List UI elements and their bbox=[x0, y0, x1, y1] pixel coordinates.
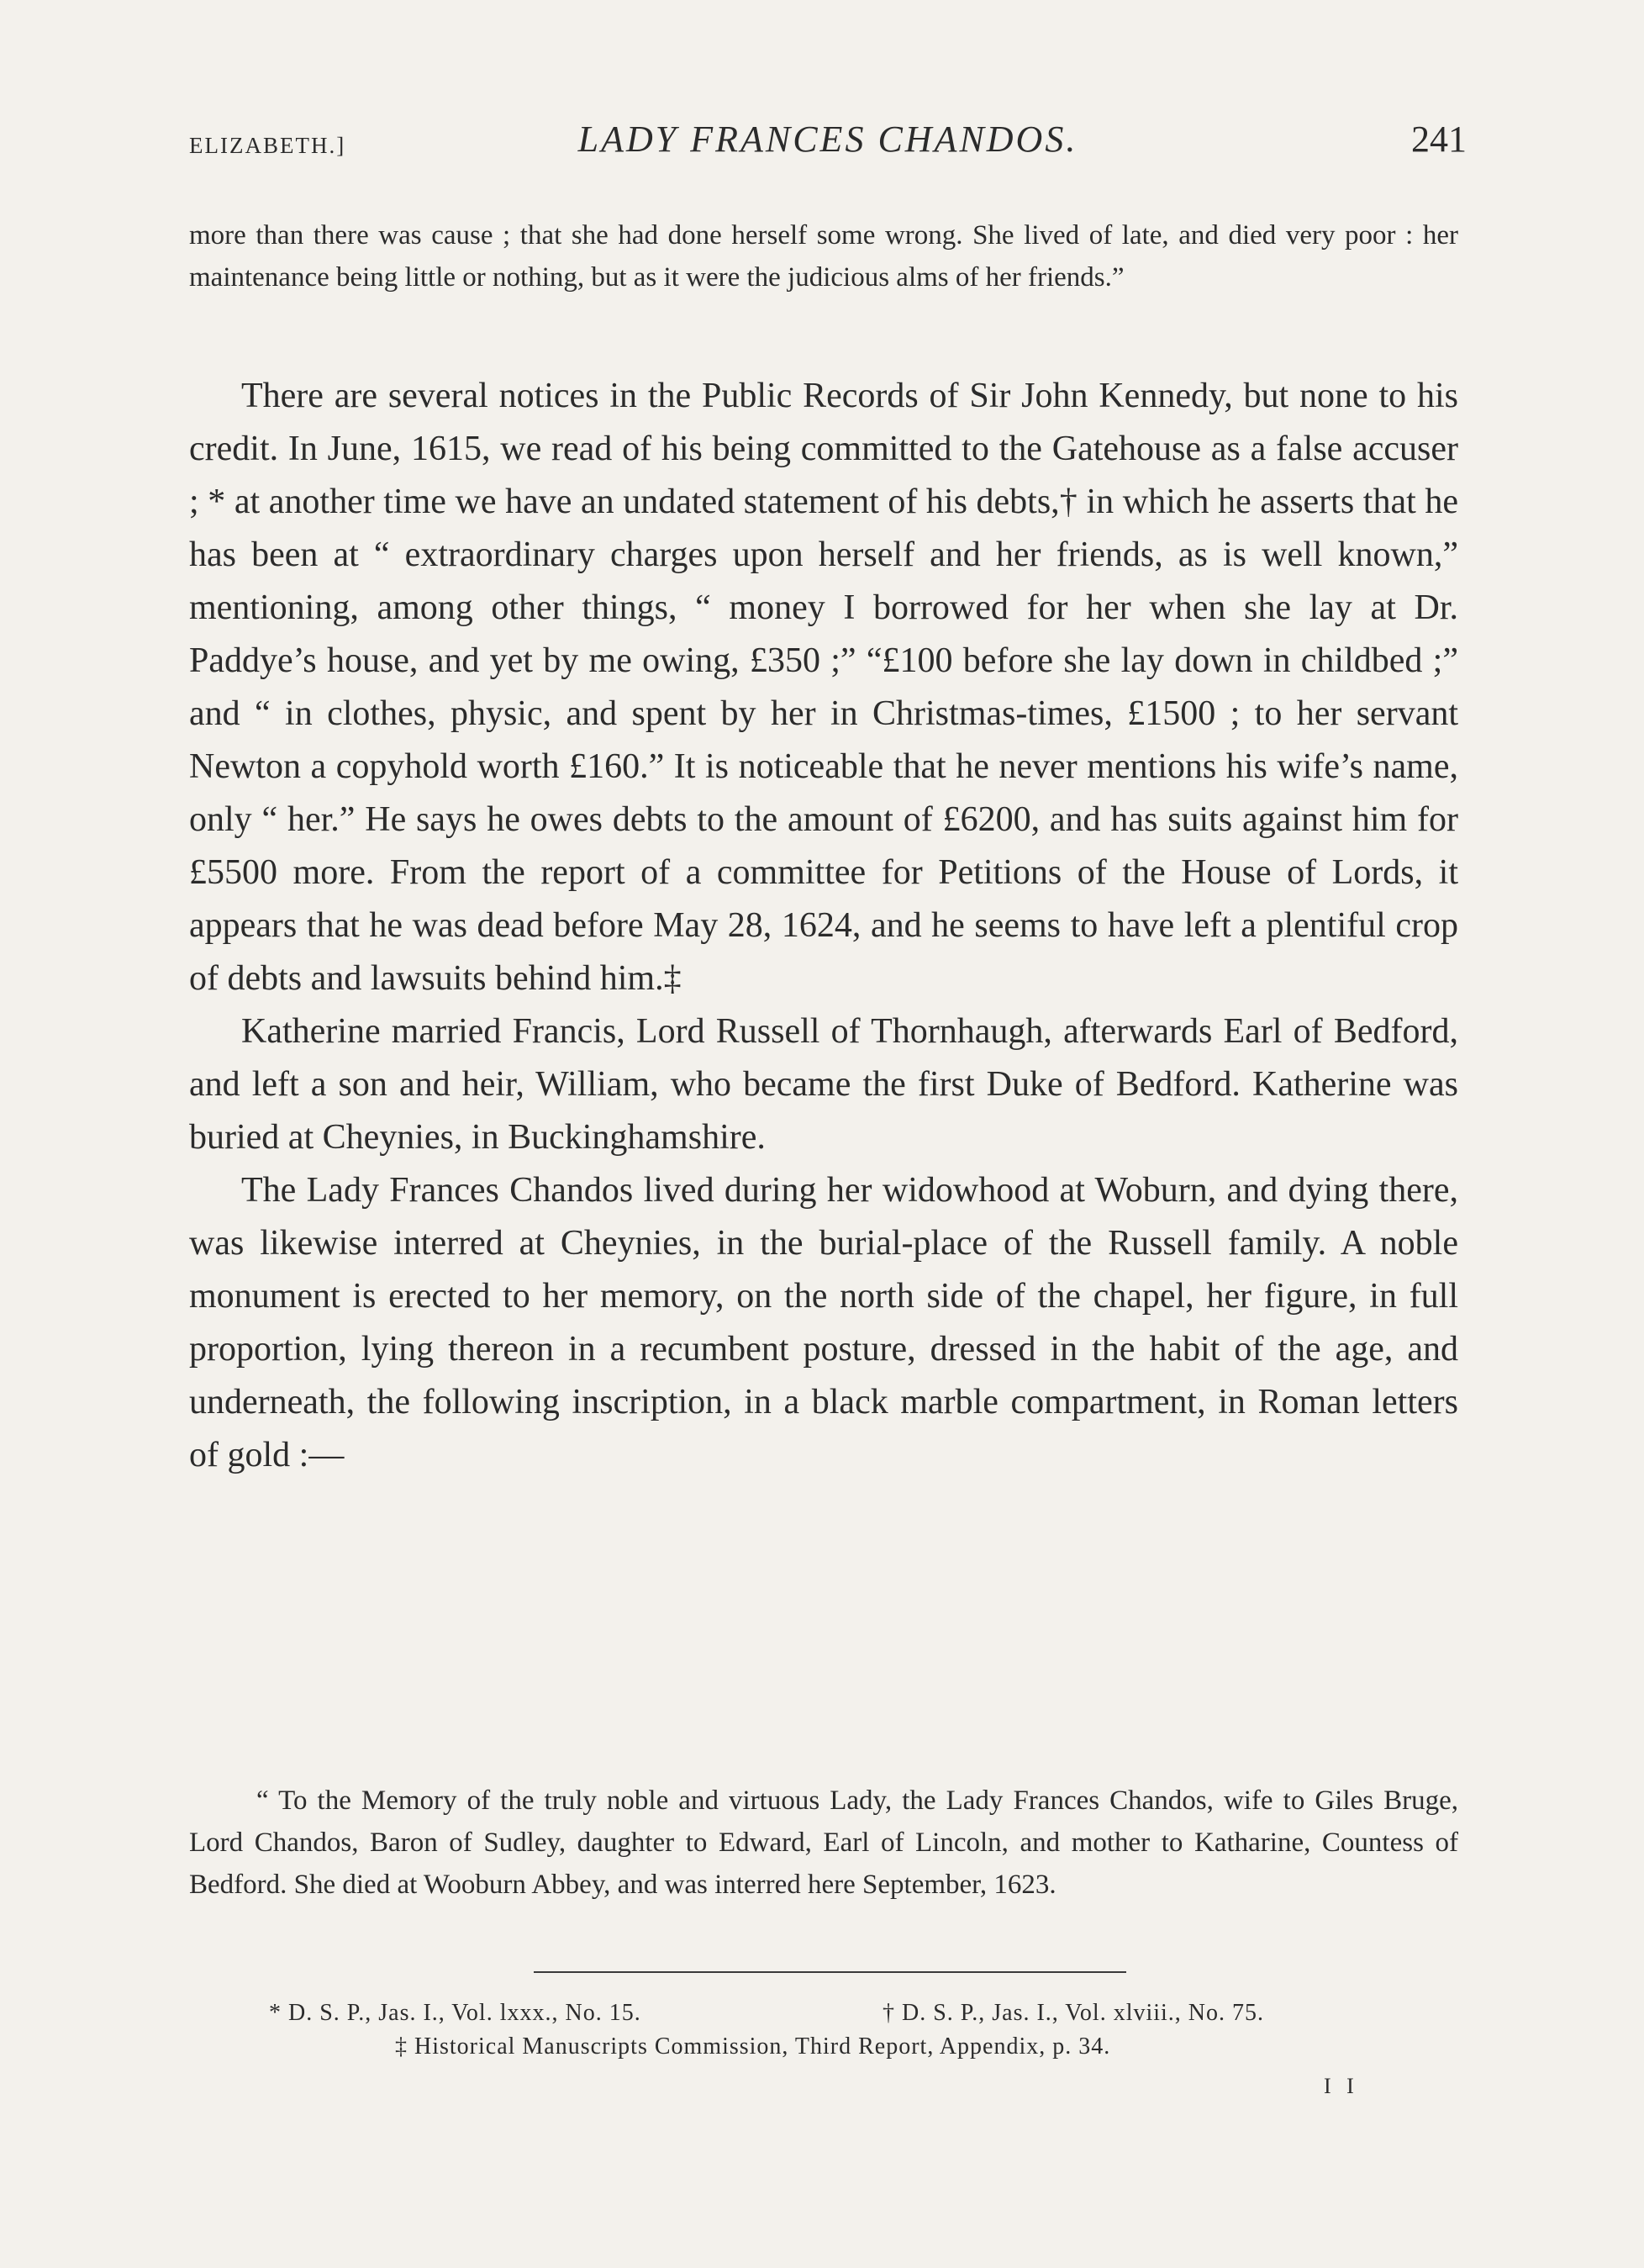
footnote-divider bbox=[534, 1971, 1126, 1973]
printer-signature-mark: I I bbox=[1324, 2074, 1359, 2098]
running-head-section: ELIZABETH.] bbox=[189, 133, 346, 158]
running-head bbox=[189, 118, 1467, 168]
quote-continuation: more than there was cause ; that she had done herself some wrong. She lived of late, and died very poor : her maintenance being little or nothing, but as it were the judicious alms of her friends.” bbox=[189, 220, 1458, 293]
page-number: 241 bbox=[1411, 119, 1467, 160]
footnote-3: ‡ Historical Manuscripts Commission, Third Report, Appendix, p. 34. bbox=[395, 2033, 1111, 2060]
body-text bbox=[189, 370, 1458, 1482]
monument-inscription bbox=[189, 1780, 1458, 1906]
paragraph-kennedy-notices: There are several notices in the Public Records of Sir John Kennedy, but none to his credit. In June, 1615, we read of his being committed to the Gatehouse as a false accuser ; * at another time we have an undated statement of his debts,† in which he asserts that he has been at “ extraordinary charges upon herself and her friends, as is well known,” mentioning, among other things, “ money I borrowed for her when she lay at Dr. Paddye’s house, and yet by me owing, £350 ;” “£100 before she lay down in childbed ;” and “ in clothes, physic, and spent by her in Christmas-times, £1500 ; to her servant Newton a copyhold worth £160.” It is noticeable that he never mentions his wife’s name, only “ her.” He says he owes debts to the amount of £6200, and has suits against him for £5500 more. From the report of a committee for Petitions of the House of Lords, it appears that he was dead before May 28, 1624, and he seems to have left a plentiful crop of debts and lawsuits behind him.‡ bbox=[189, 377, 1458, 998]
running-head-title: LADY FRANCES CHANDOS. bbox=[577, 119, 1078, 160]
footnote-1: * D. S. P., Jas. I., Vol. lxxx., No. 15. bbox=[269, 2000, 641, 2026]
paragraph-katherine: Katherine married Francis, Lord Russell of Thornhaugh, afterwards Earl of Bedford, and left a son and heir, William, who became the first Duke of Bedford. Katherine was buried at Cheynies, in Buckinghamshire. bbox=[189, 1012, 1458, 1157]
inscription-text: “ To the Memory of the truly noble and virtuous Lady, the Lady Frances Chandos, wife to Giles Bruge, Lord Chandos, Baron of Sudley, daughter to Edward, Earl of Lincoln, and mother to Katharine, Countess of Bedford. She died at Wooburn Abbey, and was interred here September, 1623. bbox=[189, 1785, 1458, 1900]
footnotes bbox=[269, 1996, 1412, 2064]
paragraph-lady-frances: The Lady Frances Chandos lived during her widowhood at Woburn, and dying there, was likewise interred at Cheynies, in the burial-place of the Russell family. A noble monument is erected to her memory, on the north side of the chapel, her figure, in full proportion, lying thereon in a recumbent posture, dressed in the habit of the age, and underneath, the following inscription, in a black marble compartment, in Roman letters of gold :— bbox=[189, 1171, 1458, 1474]
footnote-2: † D. S. P., Jas. I., Vol. xlviii., No. 75. bbox=[883, 2000, 1265, 2026]
